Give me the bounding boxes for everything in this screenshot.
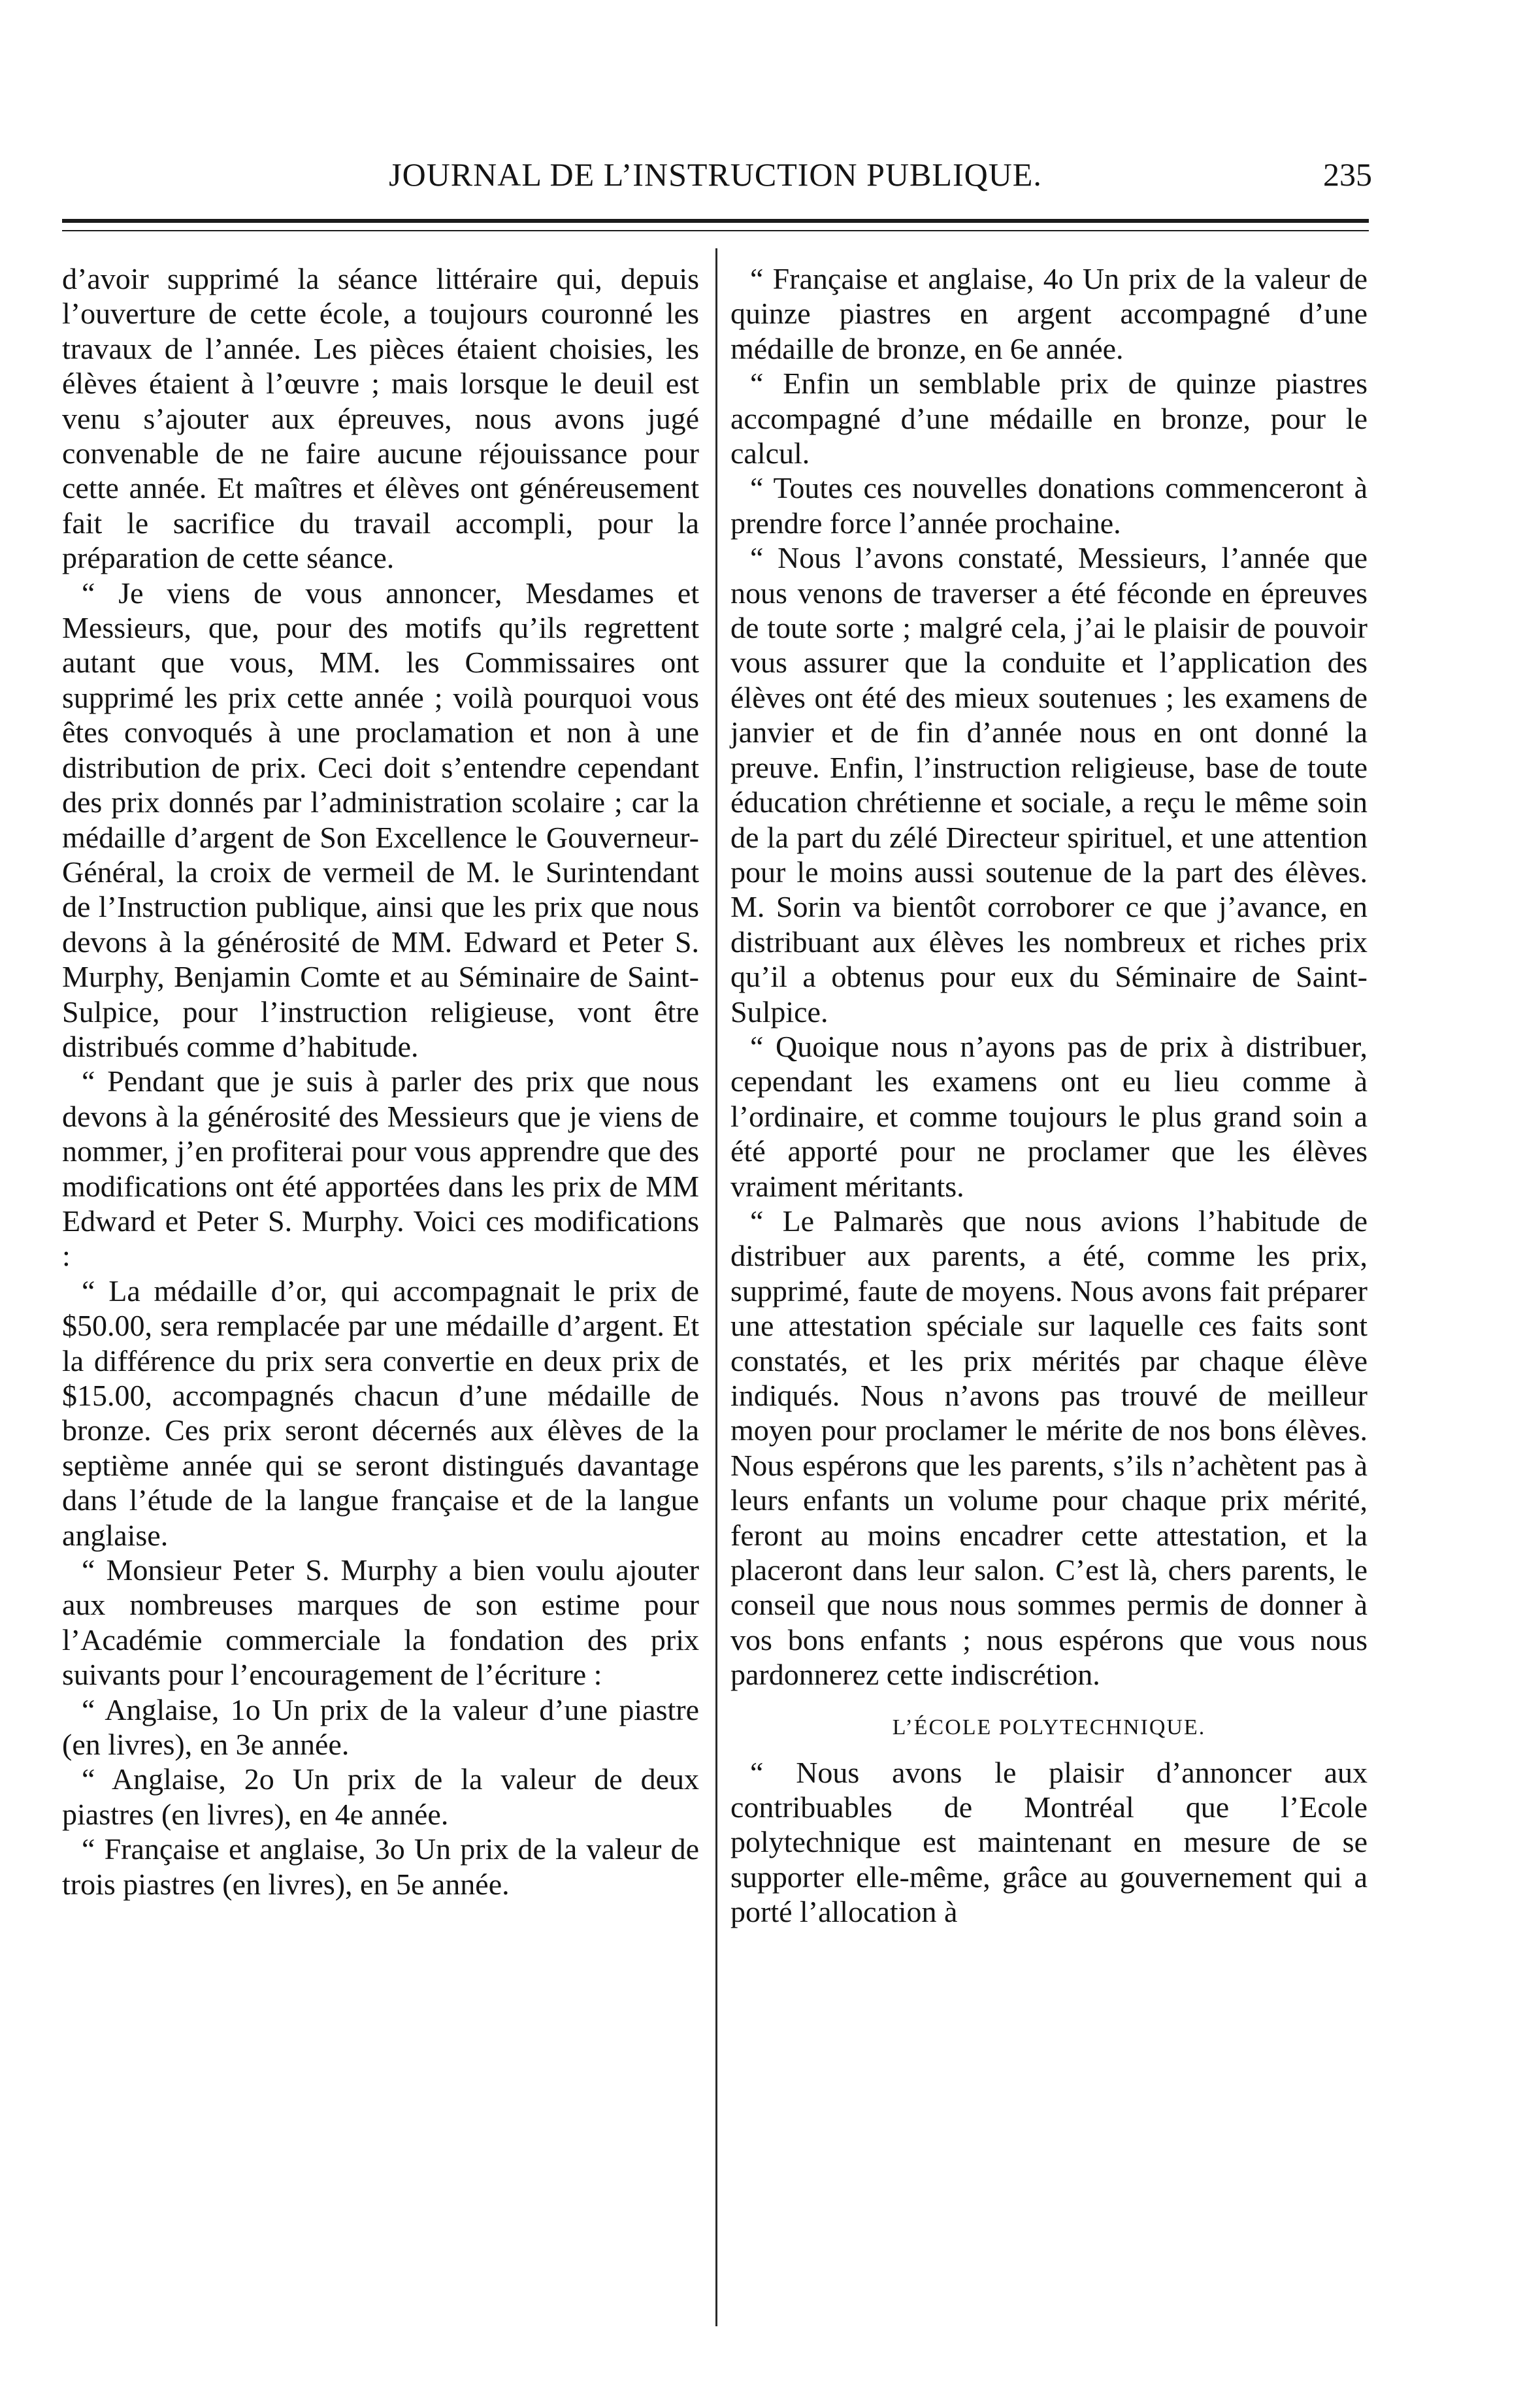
page-header — [59, 156, 1372, 201]
page-number: 235 — [1323, 156, 1372, 193]
left-paragraph-3: “ Pendant que je suis à parler des prix que nous devons à la générosité des Messieurs que je viens de nommer, j’en profiterai pour vous apprendre que des modifications ont été apportées dans les prix de MM Edward et Peter S. Murphy. Voici ces modifications : — [62, 1064, 699, 1273]
left-paragraph-5: “ Monsieur Peter S. Murphy a bien voulu ajouter aux nombreuses marques de son estime pour l’Académie commerciale la fondation des prix suivants pour l’encouragement de l’écriture : — [62, 1553, 699, 1692]
right-paragraph-1: “ Française et anglaise, 4o Un prix de la valeur de quinze piastres en argent accompagné d’une médaille de bronze, en 6e année. — [730, 262, 1368, 365]
right-paragraph-3: “ Toutes ces nouvelles donations commenceront à prendre force l’année prochaine. — [730, 471, 1368, 540]
right-paragraph-7: “ Nous avons le plaisir d’annoncer aux contribuables de Montréal que l’Ecole polytechnique est maintenant en mesure de se supporter elle-même, grâce au gouvernement qui a porté l’allocation à — [730, 1755, 1368, 1929]
right-paragraph-4: “ Nous l’avons constaté, Messieurs, l’année que nous venons de traverser a été féconde en épreuves de toute sorte ; malgré cela, j’ai le plaisir de pouvoir vous assurer que la conduite et l’application des élèves ont été des mieux soutenues ; les examens de janvier et de fin d’année nous en ont donné la preuve. Enfin, l’instruction religieuse, base de toute éducation chrétienne et sociale, a reçu le même soin de la part du zélé Directeur spirituel, et une attention pour le moins aussi soutenue de la part des élèves. M. Sorin va bientôt corroborer ce que j’avance, en distribuant aux élèves les nombreux et riches prix qu’il a obtenus pour eux du Séminaire de Saint-Sulpice. — [730, 541, 1368, 1029]
left-column — [62, 261, 699, 1902]
header-rule-thin — [62, 230, 1369, 231]
running-title: JOURNAL DE L’INSTRUCTION PUBLIQUE. — [389, 156, 1042, 193]
right-paragraph-2: “ Enfin un semblable prix de quinze piastres accompagné d’une médaille en bronze, pour le calcul. — [730, 367, 1368, 470]
left-paragraph-1: d’avoir supprimé la séance littéraire qui, depuis l’ouverture de cette école, a toujours couronné les travaux de l’année. Les pièces étaient choisies, les élèves étaient à l’œuvre ; mais lorsque le deuil est venu s’ajouter aux épreuves, nous avons jugé convenable de ne faire aucune réjouissance pour cette année. Et maîtres et élèves ont généreusement fait le sacrifice du travail accompli, pour la préparation de cette séance. — [62, 262, 699, 575]
column-divider — [715, 248, 717, 2326]
right-paragraph-6: “ Le Palmarès que nous avions l’habitude de distribuer aux parents, a été, comme les prix, supprimé, faute de moyens. Nous avons fait préparer une attestation spéciale sur laquelle ces faits sont constatés, et les prix mérités par chaque élève indiqués. Nous n’avons pas trouvé de meilleur moyen pour proclamer le mérite de nos bons élèves. Nous espérons que les parents, s’ils n’achètent pas à leurs enfants un volume pour chaque prix mérité, feront au moins encadrer cette attestation, et la placeront dans leur salon. C’est là, chers parents, le conseil que nous nous sommes permis de donner à vos bons enfants ; nous espérons que vous nous pardonnerez cette indiscrétion. — [730, 1204, 1368, 1692]
right-paragraph-5: “ Quoique nous n’ayons pas de prix à distribuer, cependant les examens ont eu lieu comme à l’ordinaire, et comme toujours le plus grand soin a été apporté pour ne proclamer que les élèves vraiment méritants. — [730, 1029, 1368, 1203]
left-paragraph-7: “ Anglaise, 2o Un prix de la valeur de deux piastres (en livres), en 4e année. — [62, 1762, 699, 1831]
left-paragraph-2: “ Je viens de vous annoncer, Mesdames et Messieurs, que, pour des motifs qu’ils regrettent autant que vous, MM. les Commissaires ont supprimé les prix cette année ; voilà pourquoi vous êtes convoqués à une proclamation et non à une distribution de prix. Ceci doit s’entendre cependant des prix donnés par l’administration scolaire ; car la médaille d’argent de Son Excellence le Gouverneur-Général, la croix de vermeil de M. le Surintendant de l’Instruction publique, ainsi que les prix que nous devons à la générosité de MM. Edward et Peter S. Murphy, Benjamin Comte et au Séminaire de Saint-Sulpice, pour l’instruction religieuse, vont être distribués comme d’habitude. — [62, 576, 699, 1063]
left-paragraph-8: “ Française et anglaise, 3o Un prix de la valeur de trois piastres (en livres), en 5e année. — [62, 1832, 699, 1901]
right-column — [730, 261, 1368, 1930]
header-rule-thick — [62, 219, 1369, 223]
left-paragraph-6: “ Anglaise, 1o Un prix de la valeur d’une piastre (en livres), en 3e année. — [62, 1692, 699, 1762]
left-paragraph-4: “ La médaille d’or, qui accompagnait le prix de $50.00, sera remplacée par une médaille d’argent. Et la différence du prix sera convertie en deux prix de $15.00, accompagnés chacun d’une médaille de bronze. Ces prix seront décernés aux élèves de la septième année qui se seront distingués davantage dans l’étude de la langue française et de la langue anglaise. — [62, 1274, 699, 1552]
section-heading: L’ÉCOLE POLYTECHNIQUE. — [892, 1715, 1206, 1739]
